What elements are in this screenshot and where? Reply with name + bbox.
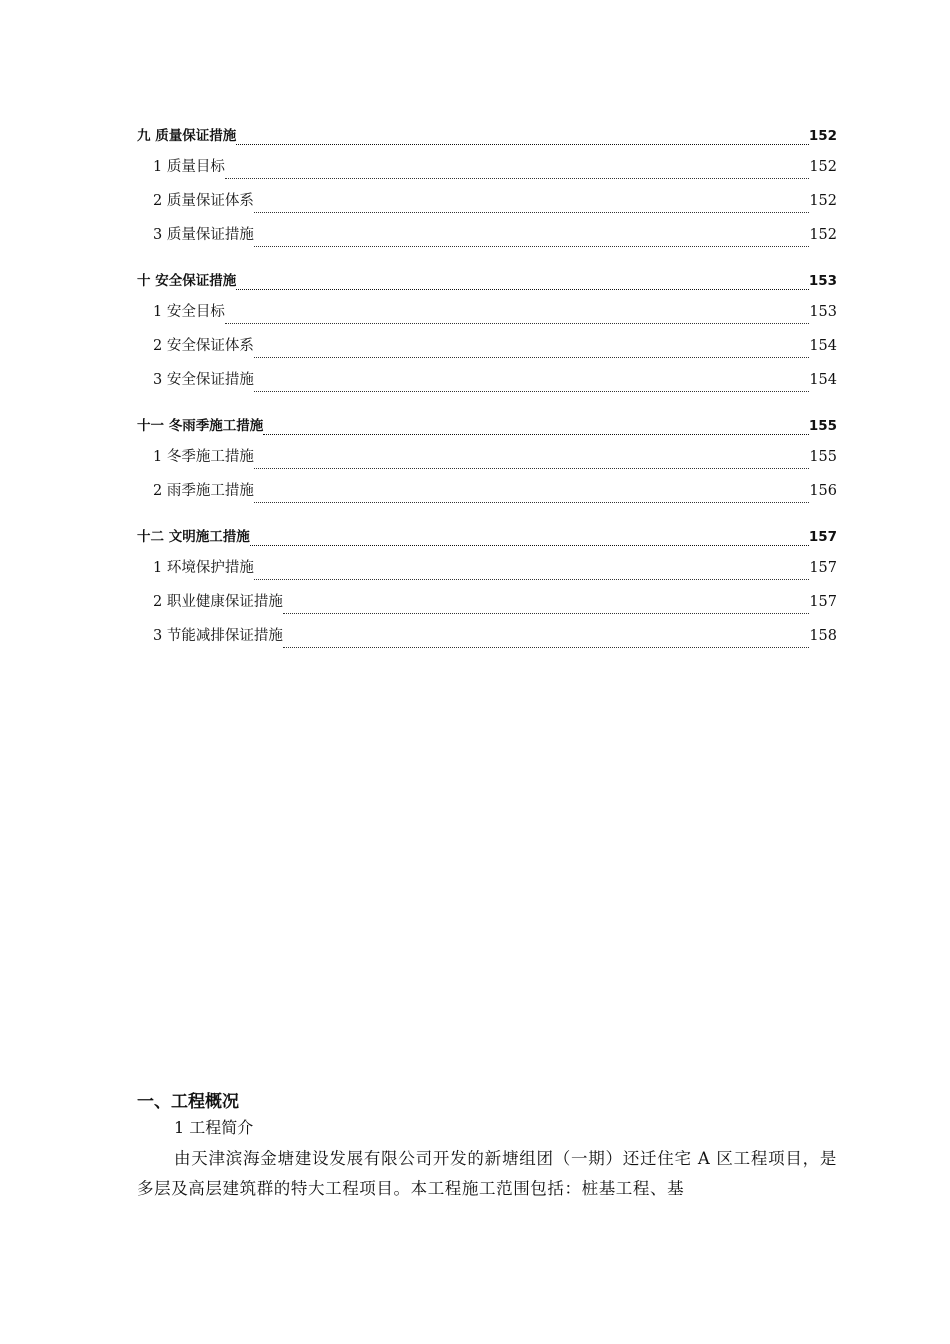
toc-page-number: 152 <box>808 128 837 144</box>
toc-dot-leader <box>236 134 809 148</box>
toc-entry-label: 2 安全保证体系 <box>153 338 254 354</box>
toc-section-entry[interactable] <box>137 329 837 363</box>
toc-entry-label: 3 质量保证措施 <box>153 227 254 243</box>
toc-entry-label: 2 雨季施工措施 <box>153 483 254 499</box>
toc-dot-leader <box>254 235 809 250</box>
toc-dot-leader <box>254 201 809 216</box>
toc-section-entry[interactable] <box>137 551 837 585</box>
toc-dot-leader <box>225 167 809 182</box>
table-of-contents <box>137 122 837 653</box>
toc-entry-label: 十一 冬雨季施工措施 <box>137 418 264 434</box>
toc-entry-label: 1 冬季施工措施 <box>153 449 254 465</box>
toc-entry-label: 2 质量保证体系 <box>153 193 254 209</box>
toc-dot-leader <box>263 424 809 438</box>
toc-entry-label: 十 安全保证措施 <box>137 273 237 289</box>
toc-page-number: 152 <box>809 159 837 175</box>
toc-section-entry[interactable] <box>137 295 837 329</box>
toc-page-number: 153 <box>808 273 837 289</box>
toc-page-number: 154 <box>809 372 837 388</box>
subsection-title: 1 工程简介 <box>174 1118 254 1137</box>
section-title: 一、工程概况 <box>137 1092 239 1112</box>
toc-dot-leader <box>254 568 809 583</box>
toc-section-entry[interactable] <box>137 474 837 508</box>
toc-section-entry[interactable] <box>137 218 837 252</box>
toc-entry-label: 3 节能减排保证措施 <box>153 628 283 644</box>
toc-page-number: 157 <box>808 529 837 545</box>
toc-section-entry[interactable] <box>137 440 837 474</box>
toc-dot-leader <box>225 312 809 327</box>
toc-entry-label: 2 职业健康保证措施 <box>153 594 283 610</box>
toc-chapter-entry[interactable] <box>137 122 837 150</box>
toc-entry-label: 1 安全目标 <box>153 304 225 320</box>
toc-page-number: 155 <box>809 449 837 465</box>
toc-page-number: 152 <box>809 193 837 209</box>
toc-entry-label: 1 质量目标 <box>153 159 225 175</box>
toc-section-entry[interactable] <box>137 585 837 619</box>
toc-entry-label: 1 环境保护措施 <box>153 560 254 576</box>
toc-page-number: 157 <box>809 594 837 610</box>
toc-section-entry[interactable] <box>137 184 837 218</box>
section-project-overview <box>137 1090 837 1204</box>
toc-page-number: 156 <box>809 483 837 499</box>
toc-section-entry[interactable] <box>137 363 837 397</box>
toc-page-number: 155 <box>808 418 837 434</box>
toc-dot-leader <box>254 380 809 395</box>
toc-page-number: 154 <box>809 338 837 354</box>
toc-entry-label: 十二 文明施工措施 <box>137 529 250 545</box>
toc-dot-leader <box>250 535 809 549</box>
toc-entry-label: 3 安全保证措施 <box>153 372 254 388</box>
toc-dot-leader <box>283 602 809 617</box>
toc-dot-leader <box>254 491 809 506</box>
toc-page-number: 158 <box>809 628 837 644</box>
toc-page-number: 152 <box>809 227 837 243</box>
toc-dot-leader <box>254 346 809 361</box>
body-paragraph: 由天津滨海金塘建设发展有限公司开发的新塘组团（一期）还迁住宅 A 区工程项目，是多层及高层建筑群的特大工程项目。本工程施工范围包括：桩基工程、基 <box>137 1149 837 1198</box>
toc-dot-leader <box>283 636 809 651</box>
toc-section-entry[interactable] <box>137 150 837 184</box>
toc-chapter-entry[interactable] <box>137 267 837 295</box>
toc-page-number: 153 <box>809 304 837 320</box>
toc-chapter-entry[interactable] <box>137 412 837 440</box>
toc-section-entry[interactable] <box>137 619 837 653</box>
toc-chapter-entry[interactable] <box>137 523 837 551</box>
toc-entry-label: 九 质量保证措施 <box>137 128 237 144</box>
toc-dot-leader <box>254 457 809 472</box>
toc-dot-leader <box>236 279 809 293</box>
toc-page-number: 157 <box>809 560 837 576</box>
